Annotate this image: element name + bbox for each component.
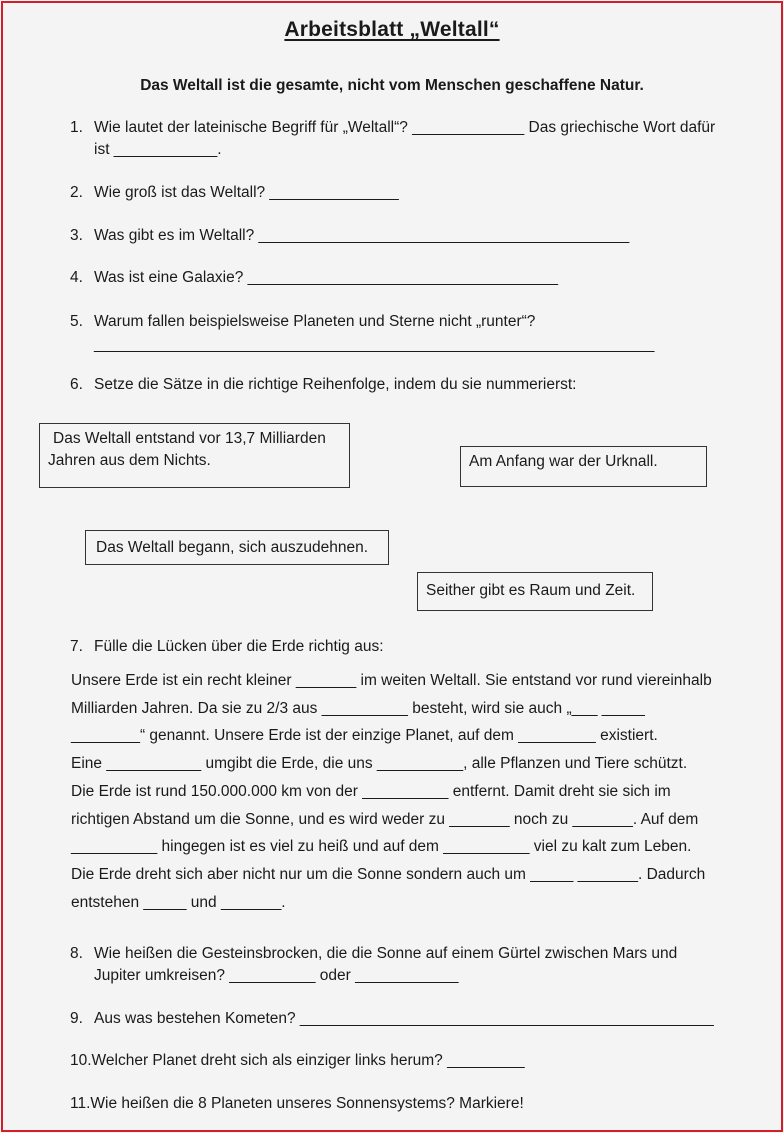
question-number: 4. — [70, 269, 83, 286]
question-text: Aus was bestehen Kometen? ________________________________________________ — [94, 1010, 714, 1027]
question-number: 1. — [70, 119, 83, 136]
sentence-box-urknall — [460, 446, 707, 487]
cloze-line: Eine ___________ umgibt die Erde, die uns __________, alle Pflanzen und Tiere schützt. — [71, 755, 688, 772]
question-text: Wie heißen die Gesteinsbrocken, die die Sonne auf einem Gürtel zwischen Mars und — [94, 945, 678, 962]
question-text-continued: Jupiter umkreisen? __________ oder ____________ — [94, 967, 459, 984]
question-number: 5. — [70, 313, 83, 330]
question-number: 6. — [70, 376, 83, 393]
sentence-box-ausdehnen — [85, 530, 389, 565]
question-number: 3. — [70, 227, 83, 244]
sentence-box-raum-zeit — [417, 572, 653, 611]
question-text: Was gibt es im Weltall? ___________________________________________ — [94, 227, 630, 244]
cloze-line: Die Erde dreht sich aber nicht nur um die Sonne sondern auch um _____ _______. Dadurch — [71, 866, 706, 883]
cloze-line: Die Erde ist rund 150.000.000 km von der __________ entfernt. Damit dreht sie sich im — [71, 783, 671, 800]
question-text: Wie groß ist das Weltall? _______________ — [94, 184, 399, 201]
sentence-box-line: Seither gibt es Raum und Zeit. — [426, 582, 636, 599]
question-text-continued: ist ____________. — [94, 141, 222, 158]
sentence-box-weltall-entstand — [39, 423, 350, 488]
question-5 — [70, 311, 735, 356]
sentence-box-line: Am Anfang war der Urknall. — [469, 453, 658, 470]
cloze-line: __________ hingegen ist es viel zu heiß und auf dem __________ viel zu kalt zum Leben. — [71, 838, 692, 855]
question-number: 8. — [70, 945, 83, 962]
question-1 — [70, 117, 735, 161]
question-9 — [70, 1008, 735, 1030]
sentence-box-line: Jahren aus dem Nichts. — [48, 452, 211, 469]
question-text: 10.Welcher Planet dreht sich als einziger links herum? _________ — [70, 1052, 525, 1069]
sentence-box-line: Das Weltall begann, sich auszudehnen. — [96, 539, 368, 556]
question-text: Wie lautet der lateinische Begriff für „Weltall“? _____________ Das griechische Wort dafür — [94, 119, 716, 136]
question-4 — [70, 267, 735, 289]
question-text: Setze die Sätze in die richtige Reihenfolge, indem du sie nummerierst: — [94, 376, 577, 393]
question-10 — [70, 1050, 735, 1072]
question-number: 9. — [70, 1010, 83, 1027]
question-text: 11.Wie heißen die 8 Planeten unseres Sonnensystems? Markiere! — [70, 1095, 524, 1112]
answer-line: _________________________________________________________________ — [94, 336, 655, 353]
question-number: 2. — [70, 184, 83, 201]
worksheet-title: Arbeitsblatt „Weltall“ — [284, 18, 500, 41]
question-3 — [70, 225, 735, 247]
cloze-line: Unsere Erde ist ein recht kleiner _______ im weiten Weltall. Sie entstand vor rund viereinhalb — [71, 672, 712, 689]
cloze-line: Milliarden Jahren. Da sie zu 2/3 aus __________ besteht, wird sie auch „___ _____ — [71, 700, 645, 717]
question-text: Warum fallen beispielsweise Planeten und Sterne nicht „runter“? — [94, 313, 536, 330]
question-7 — [70, 636, 735, 658]
question-8 — [70, 943, 735, 987]
worksheet-subtitle: Das Weltall ist die gesamte, nicht vom Menschen geschaffene Natur. — [140, 77, 644, 94]
sentence-box-line: Das Weltall entstand vor 13,7 Milliarden — [53, 430, 326, 447]
question-text: Was ist eine Galaxie? ____________________________________ — [94, 269, 558, 286]
question-11 — [70, 1093, 735, 1115]
question-2 — [70, 182, 735, 204]
question-6 — [70, 374, 735, 396]
cloze-line: richtigen Abstand um die Sonne, und es wird weder zu _______ noch zu _______. Auf dem — [71, 811, 699, 828]
cloze-line: ________“ genannt. Unsere Erde ist der einzige Planet, auf dem _________ existiert. — [71, 727, 658, 744]
question-number: 7. — [70, 638, 83, 655]
cloze-line: entstehen _____ und _______. — [71, 894, 286, 911]
question-text: Fülle die Lücken über die Erde richtig aus: — [94, 638, 384, 655]
